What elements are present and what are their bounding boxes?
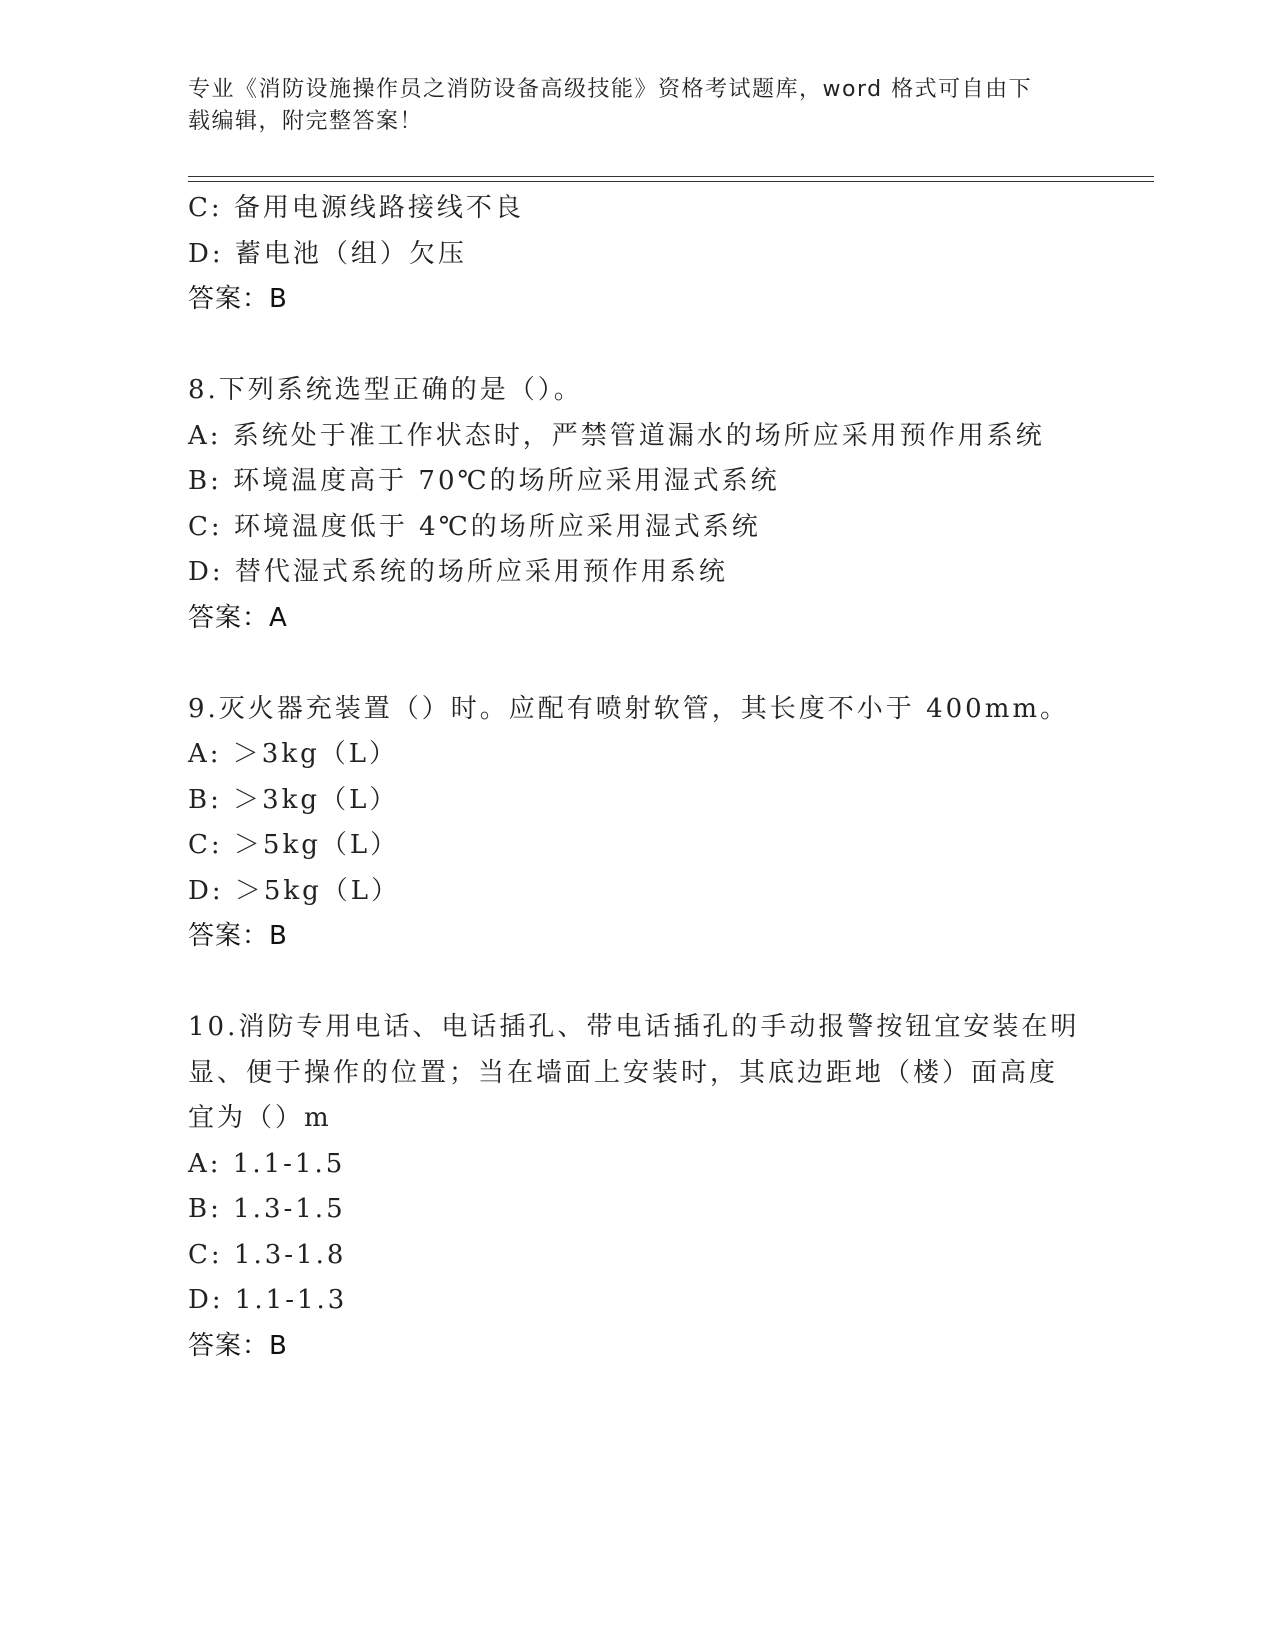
question-block-10 <box>188 1005 1088 1369</box>
header-line-1: 专业《消防设施操作员之消防设备高级技能》资格考试题库，word 格式可自由下 <box>188 77 1033 102</box>
spacer <box>188 323 1088 369</box>
option-c: C: 环境温度低于 4℃的场所应采用湿式系统 <box>188 511 761 542</box>
option-d: D: 1.1-1.3 <box>188 1285 348 1315</box>
option-d: D: ＞5kg（L） <box>188 875 401 906</box>
option-d: D: 替代湿式系统的场所应采用预作用系统 <box>188 557 728 587</box>
question-stem: 8.下列系统选型正确的是（）。 <box>188 375 583 405</box>
option-a: A: ＞3kg（L） <box>188 739 399 769</box>
spacer <box>188 641 1088 687</box>
option-a: A: 1.1-1.5 <box>188 1148 346 1179</box>
question-block-8 <box>188 368 1088 641</box>
option-d: D: 蓄电池（组）欠压 <box>188 238 467 269</box>
option-c: C: ＞5kg（L） <box>188 830 400 860</box>
question-stem: 9.灭火器充装置（）时。应配有喷射软管，其长度不小于 400mm。 <box>188 693 1070 724</box>
question-stem-line-1: 10.消防专用电话、电话插孔、带电话插孔的手动报警按钮宜安装在明 <box>188 1012 1080 1042</box>
header-divider-top <box>188 176 1154 177</box>
option-c: C: 1.3-1.8 <box>188 1239 347 1270</box>
option-a: A: 系统处于准工作状态时，严禁管道漏水的场所应采用预作用系统 <box>188 420 1045 451</box>
header-divider-bottom <box>188 181 1154 182</box>
previous-question-block <box>188 186 1088 323</box>
question-stem-line-3: 宜为（）m <box>188 1103 332 1133</box>
document-header <box>188 74 1088 138</box>
answer-line: 答案：B <box>188 284 288 314</box>
question-stem-line-2: 显、便于操作的位置；当在墙面上安装时，其底边距地（楼）面高度 <box>188 1057 1059 1088</box>
question-block-9 <box>188 687 1088 960</box>
header-line-2: 载编辑，附完整答案！ <box>188 109 424 134</box>
answer-line: 答案：B <box>188 921 288 951</box>
answer-line: 答案：B <box>188 1330 288 1361</box>
option-b: B: 环境温度高于 70℃的场所应采用湿式系统 <box>188 466 780 496</box>
answer-line: 答案：A <box>188 602 288 633</box>
spacer <box>188 960 1088 1006</box>
question-content <box>188 186 1088 1369</box>
option-b: B: ＞3kg（L） <box>188 784 399 815</box>
option-b: B: 1.3-1.5 <box>188 1194 346 1224</box>
option-c: C: 备用电源线路接线不良 <box>188 193 524 223</box>
